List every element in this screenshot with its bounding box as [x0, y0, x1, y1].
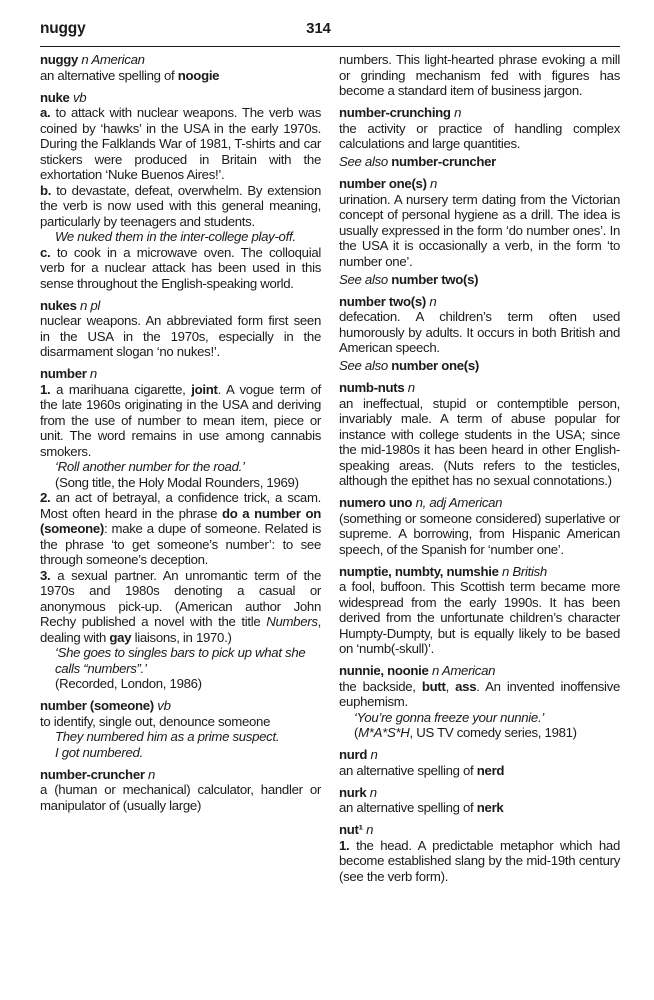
dictionary-entry — [339, 176, 620, 287]
text-run: joint — [191, 381, 218, 397]
text-run: n, adj American — [412, 495, 503, 510]
entry-definition — [339, 396, 620, 489]
entry-definition — [339, 192, 620, 270]
text-run: number one(s) — [339, 176, 427, 191]
entry-headword-line — [339, 380, 620, 396]
entry-headword-line — [339, 105, 620, 121]
text-run: , dealing with — [40, 614, 321, 645]
entry-headword-line — [40, 298, 321, 314]
text-run: a (human or mechanical) calculator, handler or manipulator of (usually large) — [40, 782, 321, 813]
text-run: an alternative spelling of — [339, 762, 477, 778]
text-run: the activity or practice of handling complex calculations and large quantities. — [339, 120, 620, 151]
text-run: a sexual partner. An unromantic term of the 1970s and 1980s denoting a casual or anonymous pick-up. (American author John Rechy published a novel with the title — [40, 567, 321, 629]
text-run: an ineffectual, stupid or contemptible person, invariably male. A term of abuse popular for instance with college students in the USA; since the mid-1980s it has been heard in other English-speaking areas. (Nuts refers to the testicles, although the epithet has no sexual connotations.) — [339, 395, 620, 488]
text-run: ( — [354, 725, 359, 740]
text-run: to cook in a microwave oven. The colloquial verb for a nuclear attack has been used in this sense throughout the English-speaking world. — [40, 244, 321, 291]
entry-citation — [339, 725, 620, 741]
text-run: I got numbered. — [55, 744, 143, 760]
entry-headword-line — [339, 294, 620, 310]
entry-definition — [40, 313, 321, 360]
entry-definition — [40, 68, 321, 84]
entry-definition — [339, 763, 620, 779]
text-run: , US TV comedy series, 1981) — [409, 725, 577, 740]
text-run: nurk — [339, 784, 367, 800]
text-run: the head. A predictable metaphor which had become established slang by the mid-19th century (see the verb form). — [339, 837, 620, 884]
dictionary-entry — [40, 767, 321, 814]
text-run: defecation. A children’s term often used humorously by adults. It occurs in both British and American speech. — [339, 309, 620, 355]
text-run: 1. — [40, 381, 51, 397]
text-run: number-cruncher — [40, 766, 145, 782]
text-run: numb-nuts — [339, 380, 405, 395]
text-run: number-cruncher — [391, 154, 496, 169]
text-run: n — [450, 105, 462, 120]
text-run: nukes — [40, 297, 77, 313]
text-run: gay — [109, 629, 132, 645]
dictionary-entry — [339, 495, 620, 557]
entry-headword-line — [40, 366, 321, 382]
entry-see-also — [339, 358, 620, 374]
entry-definition — [339, 121, 620, 152]
entry-example-quote — [40, 229, 321, 245]
text-run: numbers. This light-hearted phrase evoking a mill or grinding mechanism fed with figures has become a standard item of business jargon. — [339, 52, 620, 98]
text-run: n pl — [76, 297, 101, 313]
text-run: the backside, — [339, 678, 422, 694]
text-run: n — [86, 366, 97, 381]
entry-headword-line — [339, 747, 620, 763]
text-run: , — [445, 678, 456, 694]
running-header — [40, 20, 620, 47]
dictionary-entry — [40, 298, 321, 360]
text-run: b. — [40, 182, 52, 198]
text-run: liaisons, in 1970.) — [131, 629, 232, 645]
text-run: nuke — [40, 89, 70, 105]
text-run: a fool, buffoon. This Scottish term became more widespread from the early 1990s. It has been derived from the unfortunate children’s character Humpty-Dumpty, but is equally likely to be based on ‘numb(-skull)’. — [339, 579, 620, 656]
entry-definition — [40, 245, 321, 292]
two-column-text-area — [40, 52, 620, 891]
text-run: . A vogue term of the late 1960s originating in the USA and deriving from the use of number to mean item, piece or unit. The word remains in use among cannabis smokers. — [40, 381, 321, 459]
entry-definition — [339, 52, 620, 99]
dictionary-entry — [40, 90, 321, 292]
entry-definition — [40, 782, 321, 813]
text-run: vb — [153, 698, 171, 713]
entry-see-also — [339, 272, 620, 288]
entry-example-quote — [40, 745, 321, 761]
text-run: nunnie, noonie — [339, 663, 429, 678]
text-run: n American — [78, 52, 145, 67]
text-run: nerd — [476, 762, 505, 778]
text-run: number two(s) — [339, 293, 426, 309]
text-run: urination. A nursery term dating from the Victorian concept of personal hygiene as a drill. The idea is usually expressed in the form ‘do number ones’. In the USA it is occasionally a verb, in the form ‘to number one’. — [339, 191, 620, 269]
text-run: n — [144, 766, 156, 782]
text-run: do a number on (someone) — [40, 505, 321, 536]
entry-headword-line — [339, 822, 620, 838]
dictionary-entry — [339, 294, 620, 374]
text-run: an act of betrayal, a confidence trick, a scam. Most often heard in the phrase — [40, 490, 321, 521]
dictionary-entry — [339, 380, 620, 489]
text-run: number-crunching — [339, 105, 451, 120]
text-run: See also — [339, 271, 392, 287]
text-run: 1. — [339, 837, 350, 853]
dictionary-entry — [339, 564, 620, 657]
entry-headword-line — [339, 663, 620, 679]
entry-headword-line — [339, 176, 620, 192]
entry-headword-line — [40, 767, 321, 783]
text-run: 3. — [40, 567, 51, 583]
text-run: nuclear weapons. An abbreviated form first seen in the USA in the 1970s, especially in the disarmament slogan ‘no nukes!’. — [40, 313, 321, 359]
text-run: n — [367, 747, 378, 762]
entry-example-quote — [40, 645, 321, 676]
text-run: 2. — [40, 490, 51, 505]
text-run: They numbered him as a prime suspect. — [55, 729, 280, 744]
text-run: ‘You’re gonna freeze your nunnie.’ — [354, 709, 544, 725]
text-run: (Song title, the Holy Modal Rounders, 1969) — [55, 474, 299, 490]
text-run: ‘She goes to singles bars to pick up what she calls “numbers”.’ — [55, 645, 306, 676]
text-run: numero uno — [339, 495, 413, 510]
entry-example-quote — [40, 729, 321, 745]
entry-headword-line — [40, 52, 321, 68]
entry-headword-line — [40, 90, 321, 106]
text-run: n — [366, 784, 377, 800]
text-run: noogie — [177, 67, 220, 83]
text-run: an alternative spelling of — [40, 67, 178, 83]
text-run: n American — [428, 663, 496, 678]
text-run: (Recorded, London, 1986) — [55, 676, 202, 691]
text-run: an alternative spelling of — [339, 800, 477, 815]
entry-citation — [40, 475, 321, 491]
text-run: a. — [40, 105, 51, 120]
entry-headword-line — [339, 495, 620, 511]
entry-definition — [40, 183, 321, 230]
text-run: n — [404, 380, 415, 395]
entry-see-also — [339, 154, 620, 170]
dictionary-entry — [339, 747, 620, 778]
text-run: ‘Roll another number for the road.’ — [55, 459, 245, 474]
text-run: n — [425, 293, 437, 309]
entry-example-quote — [40, 459, 321, 475]
entry-definition — [339, 579, 620, 657]
text-run: . An invented inoffensive euphemism. — [339, 678, 620, 709]
text-run: number two(s) — [391, 271, 479, 287]
text-run: nerk — [476, 800, 504, 815]
entry-definition — [40, 105, 321, 183]
right-column — [339, 52, 620, 891]
text-run: Numbers — [266, 614, 318, 629]
entry-definition — [339, 800, 620, 816]
dictionary-entry — [339, 105, 620, 170]
text-run: to identify, single out, denounce someone — [40, 713, 271, 729]
text-run: (something or someone considered) superlative or supreme. A borrowing, from Hispanic American speech, of the Spanish for ‘number one’. — [339, 510, 620, 557]
dictionary-entry — [40, 698, 321, 760]
entry-citation — [40, 676, 321, 692]
text-run: See also — [339, 154, 392, 169]
entry-definition — [339, 511, 620, 558]
text-run: a marihuana cigarette, — [50, 381, 192, 397]
dictionary-entry — [40, 366, 321, 692]
dictionary-entry — [40, 52, 321, 83]
text-run: to devastate, defeat, overwhelm. By extension the verb is now used with this general meaning, particularly by teenagers and students. — [40, 182, 321, 229]
text-run: : make a dupe of someone. Related is the phrase ‘to get someone’s number’: to see through someone’s deception. — [40, 521, 321, 567]
entry-headword-line — [339, 564, 620, 580]
text-run: ass — [455, 678, 477, 694]
text-run: See also — [339, 358, 392, 373]
text-run: nurd — [339, 747, 368, 762]
page-number: 314 — [306, 20, 331, 37]
entry-definition — [40, 382, 321, 460]
text-run: n — [362, 822, 374, 837]
text-run: We nuked them in the inter-college play-off. — [55, 229, 296, 244]
dictionary-entry — [339, 52, 620, 99]
entry-definition — [339, 309, 620, 356]
text-run: n British — [498, 563, 547, 579]
entry-definition — [339, 679, 620, 710]
text-run: number (someone) — [40, 698, 154, 713]
text-run: number one(s) — [391, 358, 479, 373]
text-run: vb — [69, 89, 87, 105]
entry-definition — [40, 714, 321, 730]
entry-example-quote — [339, 710, 620, 726]
text-run: number — [40, 366, 87, 381]
entry-definition — [40, 490, 321, 568]
text-run: nuggy — [40, 52, 79, 67]
text-run: butt — [421, 678, 446, 694]
dictionary-entry — [339, 663, 620, 741]
text-run: nut¹ — [339, 822, 363, 837]
entry-definition — [40, 568, 321, 646]
text-run: c. — [40, 244, 51, 260]
entry-headword-line — [339, 785, 620, 801]
dictionary-entry — [339, 785, 620, 816]
text-run: n — [426, 176, 438, 191]
entry-definition — [339, 838, 620, 885]
entry-headword-line — [40, 698, 321, 714]
left-column — [40, 52, 321, 891]
text-run: M*A*S*H — [358, 725, 410, 740]
text-run: to attack with nuclear weapons. The verb was coined by ‘hawks’ in the USA in the early 1970s. During the Falklands War of 1981, T-shirts and car stickers were produced in Britain with the exhortation ‘Nuke Buenos Aires!’. — [40, 105, 321, 182]
dictionary-entry — [339, 822, 620, 884]
header-guide-word: nuggy — [40, 20, 86, 37]
text-run: numptie, numbty, numshie — [339, 563, 499, 579]
